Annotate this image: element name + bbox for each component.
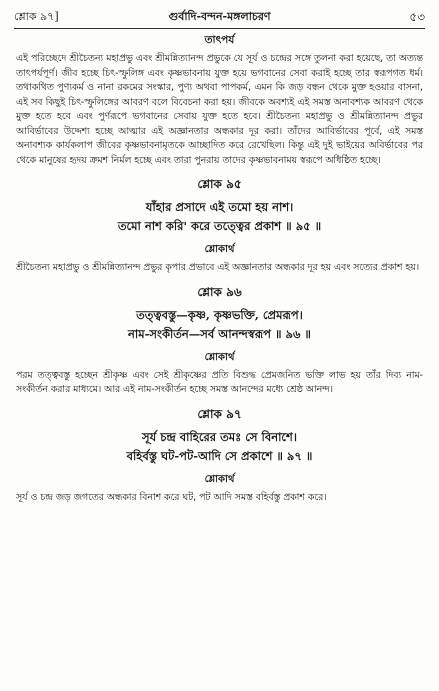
translation-heading: শ্লোকার্থ [204,244,235,255]
purport-line: এই সমস্ত অনাবশ্যক আবরণ থেকে মুক্ত হতে হবে এবং পুর্ণরূপে ভগবানের সেবায় [16,96,424,122]
verse-line: তত্ত্ববস্তু—কৃষ্ণ, কৃষ্ণভক্তি, প্রেমরূপ। [136,307,303,322]
purport-line: যুক্ত হয়ে ভগবানের সেবা করাই হচ্ছে তার স্বরূপগত ধর্ম। তথাকথিত পুণ্যকর্ম ও [16,67,423,93]
verse-heading: শ্লোক ৯৫ [197,177,242,191]
verse-96 [14,284,425,398]
purport-line: তুলনা করা হয়েছে, তা অত্যন্ত তাৎপর্যপূর্ণ। জীব হচ্ছে চিৎ-স্ফুলিঙ্গ এবং কৃষ্ণভাবনায় [16,53,423,79]
purport-heading: তাৎপর্য [204,34,235,46]
translation-line: হয় তাঁর দিব্য নাম-সংকীর্তন করার মাধ্যমে। আর এই নাম-সংকীর্তন হচ্ছে সমস্ত [16,369,423,395]
translation-heading: শ্লোকার্থ [204,473,235,485]
translation-line: পরম তত্ত্ববস্তু হচ্ছেন শ্রীকৃষ্ণ এবং সেই শ্রীকৃষ্ণের প্রতি বিশুদ্ধ প্রেমজনিত ভক্তি লাভ [16,369,351,381]
translation-line: আনন্দের মধ্যে শ্রেষ্ঠ আনন্দ। [230,384,333,395]
header-chapter-title: গুর্বাদি-বন্দন-মঙ্গলাচরণ [168,10,271,23]
verse-heading: শ্লোক ৯৬ [197,284,242,299]
translation-line: করে। [307,491,327,503]
header-verse-ref: শ্লোক ৯৭] [14,10,59,23]
translation-text [14,261,425,276]
verse-97 [14,406,425,506]
verse-line: যাঁহার প্রসাদে এই তমো হয় নাশ। [145,200,294,214]
verse-line: তমো নাশ করি' করে তত্ত্বের প্রকাশ ॥ ৯৫ ॥ [117,219,322,233]
purport-line: কার্যকলাপ জীবের কৃষ্ণভাবনামৃতকে আচ্ছাদিত করে রেখেছিল। কিন্তু এই দুই ভাইয়ের [55,140,369,151]
verse-line: নাম-সংকীর্তন—সর্ব আনন্দস্বরূপ ॥ ৯৬ ॥ [128,326,311,341]
verse-95 [14,176,425,276]
translation-line: শ্রীচৈতন্য মহাপ্রভু ও শ্রীমন্নিত্যানন্দ প্রভুর কৃপার প্রভাবে এই অজ্ঞানতার অন্ধকার দূর [16,262,321,273]
purport-line: কৃষ্ণভাবনাময় স্বরূপে অধিষ্ঠিত হচ্ছে। [248,154,381,166]
translation-heading: শ্লোকার্থ [204,351,235,363]
page-header [14,6,425,28]
verse-line: সূর্য চন্দ্র বাহিরের তমঃ সে বিনাশে। [142,429,297,444]
purport-line: আত্মার এই অজ্ঞানতার অন্ধকার দূর করা। তাঁদের আবির্ভাবের পূর্বে, এই সমস্ত অনাবশ্যক [16,125,423,151]
purport-line: অবির্ভাবের পর থেকে মানুষের হৃদয় ক্রমশ নির্মল হচ্ছে এবং তারা পুনরায় তাদের [16,140,423,166]
purport-section [14,33,425,168]
purport-line: এই পরিচ্ছেদে শ্রীচৈতন্য মহাপ্রভু এবং শ্রীমন্নিত্যানন্দ প্রভুকে যে সূর্য ও চন্দ্রের সঙ্গে [16,53,314,64]
purport-text [14,52,425,168]
translation-text [14,491,425,506]
purport-line: যুক্ত হতে হবে। শ্রীচৈতন্য মহাপ্রভু ও শ্রীমন্নিত্যানন্দ প্রভুর আবির্ভাবের উদ্দেশ্য হচ্ছে [16,111,423,137]
translation-line: হয় এবং সত্যের প্রকাশ হয়। [320,262,420,273]
page-number: ৫৩ [409,10,425,24]
purport-line: নানা রকমের সংস্কার, পুণ্য অথবা পাপকর্ম, এমন কি জড় বন্ধন থেকে মুক্ত হওয়ার [97,82,398,93]
purport-line: বাসনা, এই সব কিছুই চিৎ-স্ফুলিঙ্গের আবরণ বলে বিবেচনা করা হয়। জীবকে অবশ্যই [16,82,423,108]
verse-heading: শ্লোক ৯৭ [197,406,242,421]
translation-text [14,369,425,398]
verse-line: বহির্বস্তু ঘট-পট-আদি সে প্রকাশে ॥ ৯৭ ॥ [126,448,313,463]
header-divider [14,28,425,29]
translation-line: সূর্য ও চন্দ্র জড় জগতের অন্ধকার বিনাশ করে ঘট, পট আদি সমস্ত বহির্বস্তু প্রকাশ [16,491,308,503]
